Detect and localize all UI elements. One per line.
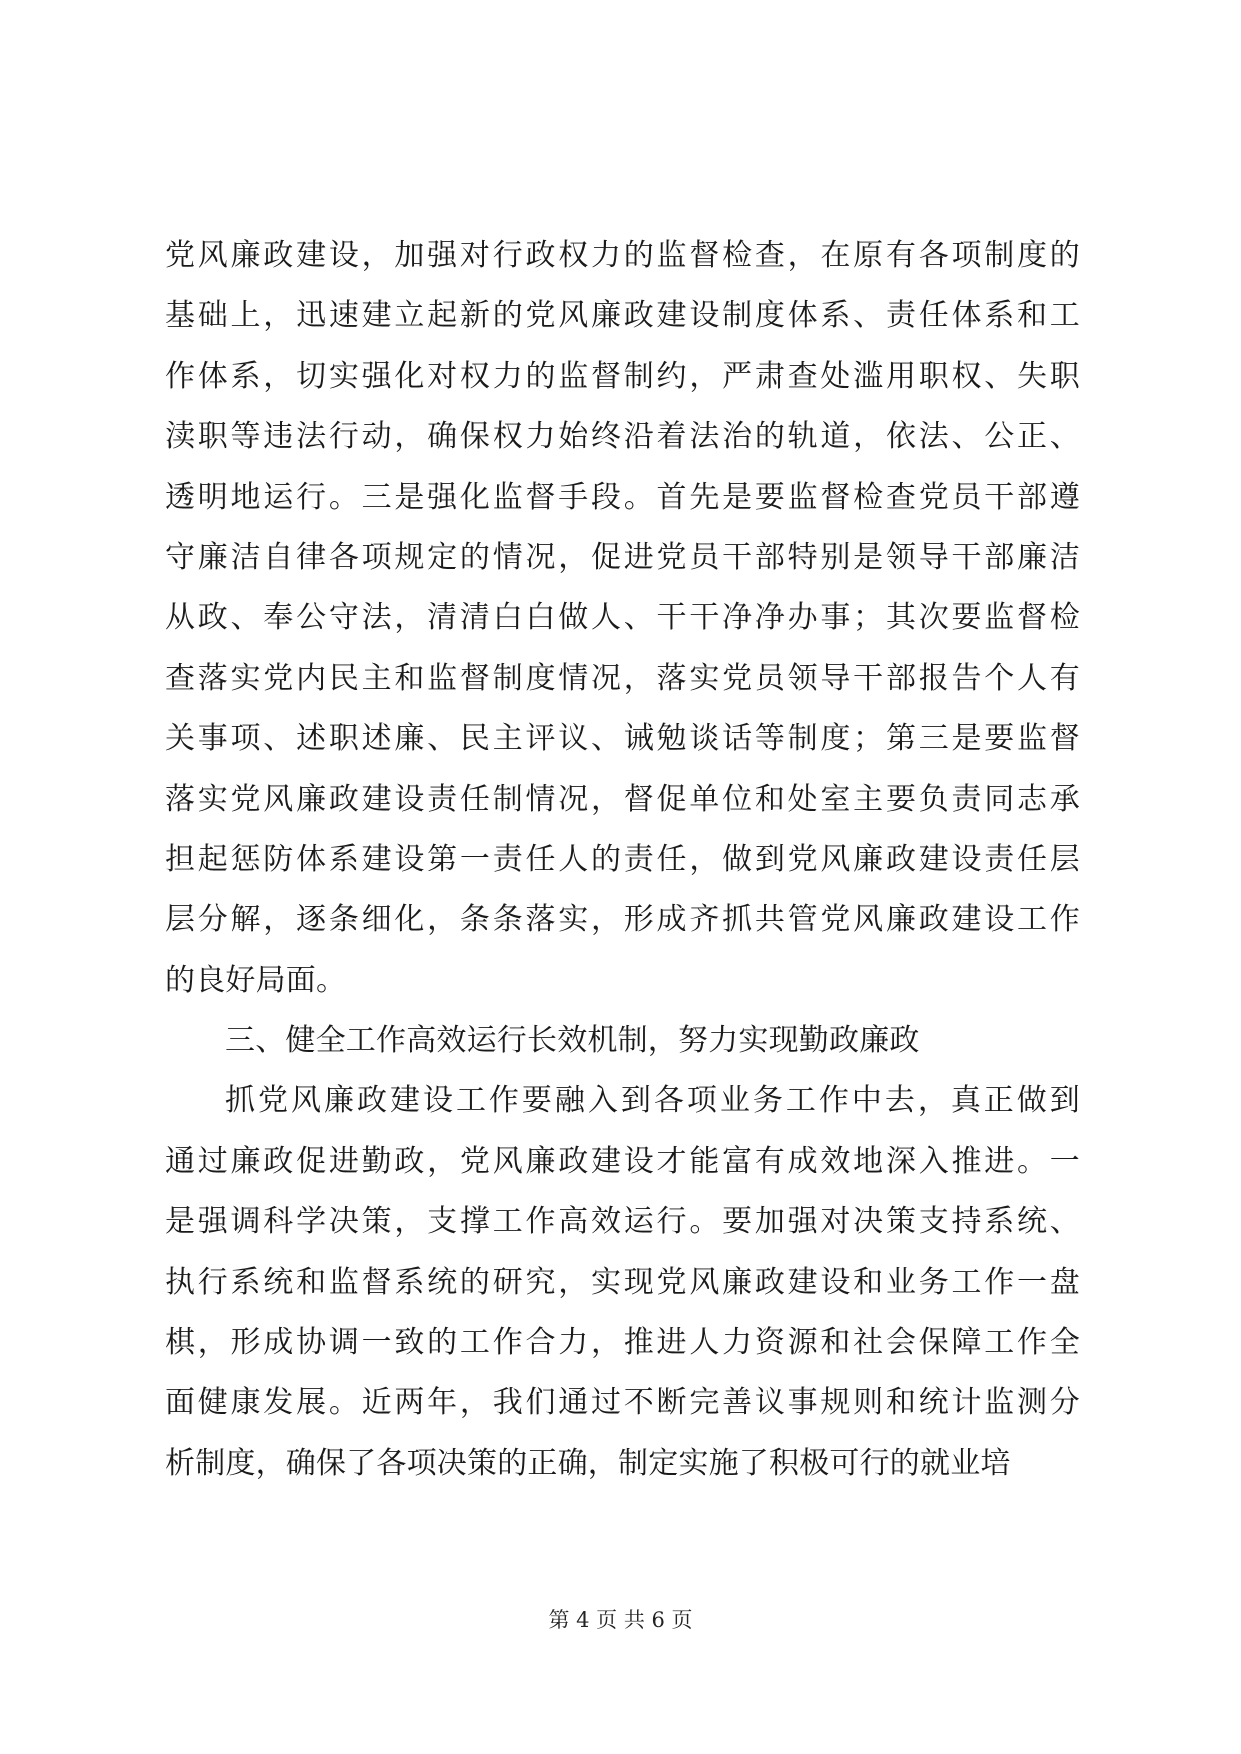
text-line: 关事项、述职述廉、民主评议、诫勉谈话等制度；第三是要监督 bbox=[165, 721, 1080, 757]
text-line: 党风廉政建设，加强对行政权力的监督检查，在原有各项制度的 bbox=[165, 238, 1080, 273]
text-line: 棋，形成协调一致的工作合力，推进人力资源和社会保障工作全 bbox=[165, 1325, 1080, 1361]
text-line: 执行系统和监督系统的研究，实现党风廉政建设和业务工作一盘 bbox=[165, 1264, 1080, 1300]
paragraph bbox=[165, 1011, 1080, 1071]
text-line: 是强调科学决策，支撑工作高效运行。要加强对决策支持系统、 bbox=[165, 1204, 1080, 1240]
text-line: 析制度，确保了各项决策的正确，制定实施了积极可行的就业培 bbox=[165, 1445, 1011, 1481]
text-line: 查落实党内民主和监督制度情况，落实党员领导干部报告个人有 bbox=[165, 660, 1080, 696]
text-line: 层分解，逐条细化，条条落实，形成齐抓共管党风廉政建设工作 bbox=[165, 902, 1080, 938]
text-line: 落实党风廉政建设责任制情况，督促单位和处室主要负责同志承 bbox=[165, 781, 1080, 817]
text-line: 担起惩防体系建设第一责任人的责任，做到党风廉政建设责任层 bbox=[165, 841, 1080, 877]
paragraph bbox=[165, 1071, 1080, 1494]
document-body bbox=[165, 226, 1080, 1494]
text-line: 的良好局面。 bbox=[165, 962, 347, 998]
text-line: 面健康发展。近两年，我们通过不断完善议事规则和统计监测分 bbox=[165, 1385, 1080, 1421]
text-line: 三、健全工作高效运行长效机制，努力实现勤政廉政 bbox=[225, 1023, 920, 1059]
text-line: 透明地运行。三是强化监督手段。首先是要监督检查党员干部遵 bbox=[165, 479, 1080, 515]
text-line: 基础上，迅速建立起新的党风廉政建设制度体系、责任体系和工 bbox=[165, 298, 1080, 334]
text-line: 通过廉政促进勤政，党风廉政建设才能富有成效地深入推进。一 bbox=[165, 1143, 1080, 1179]
text-line: 作体系，切实强化对权力的监督制约，严肃查处滥用职权、失职 bbox=[165, 358, 1080, 394]
text-line: 渎职等违法行动，确保权力始终沿着法治的轨道，依法、公正、 bbox=[165, 419, 1080, 455]
paragraph bbox=[165, 226, 1080, 1011]
text-line: 抓党风廉政建设工作要融入到各项业务工作中去，真正做到 bbox=[225, 1083, 1080, 1119]
page-footer: 第 4 页 共 6 页 bbox=[548, 1608, 693, 1632]
text-line: 从政、奉公守法，清清白白做人、干干净净办事；其次要监督检 bbox=[165, 600, 1080, 636]
text-line: 守廉洁自律各项规定的情况，促进党员干部特别是领导干部廉洁 bbox=[165, 539, 1080, 575]
